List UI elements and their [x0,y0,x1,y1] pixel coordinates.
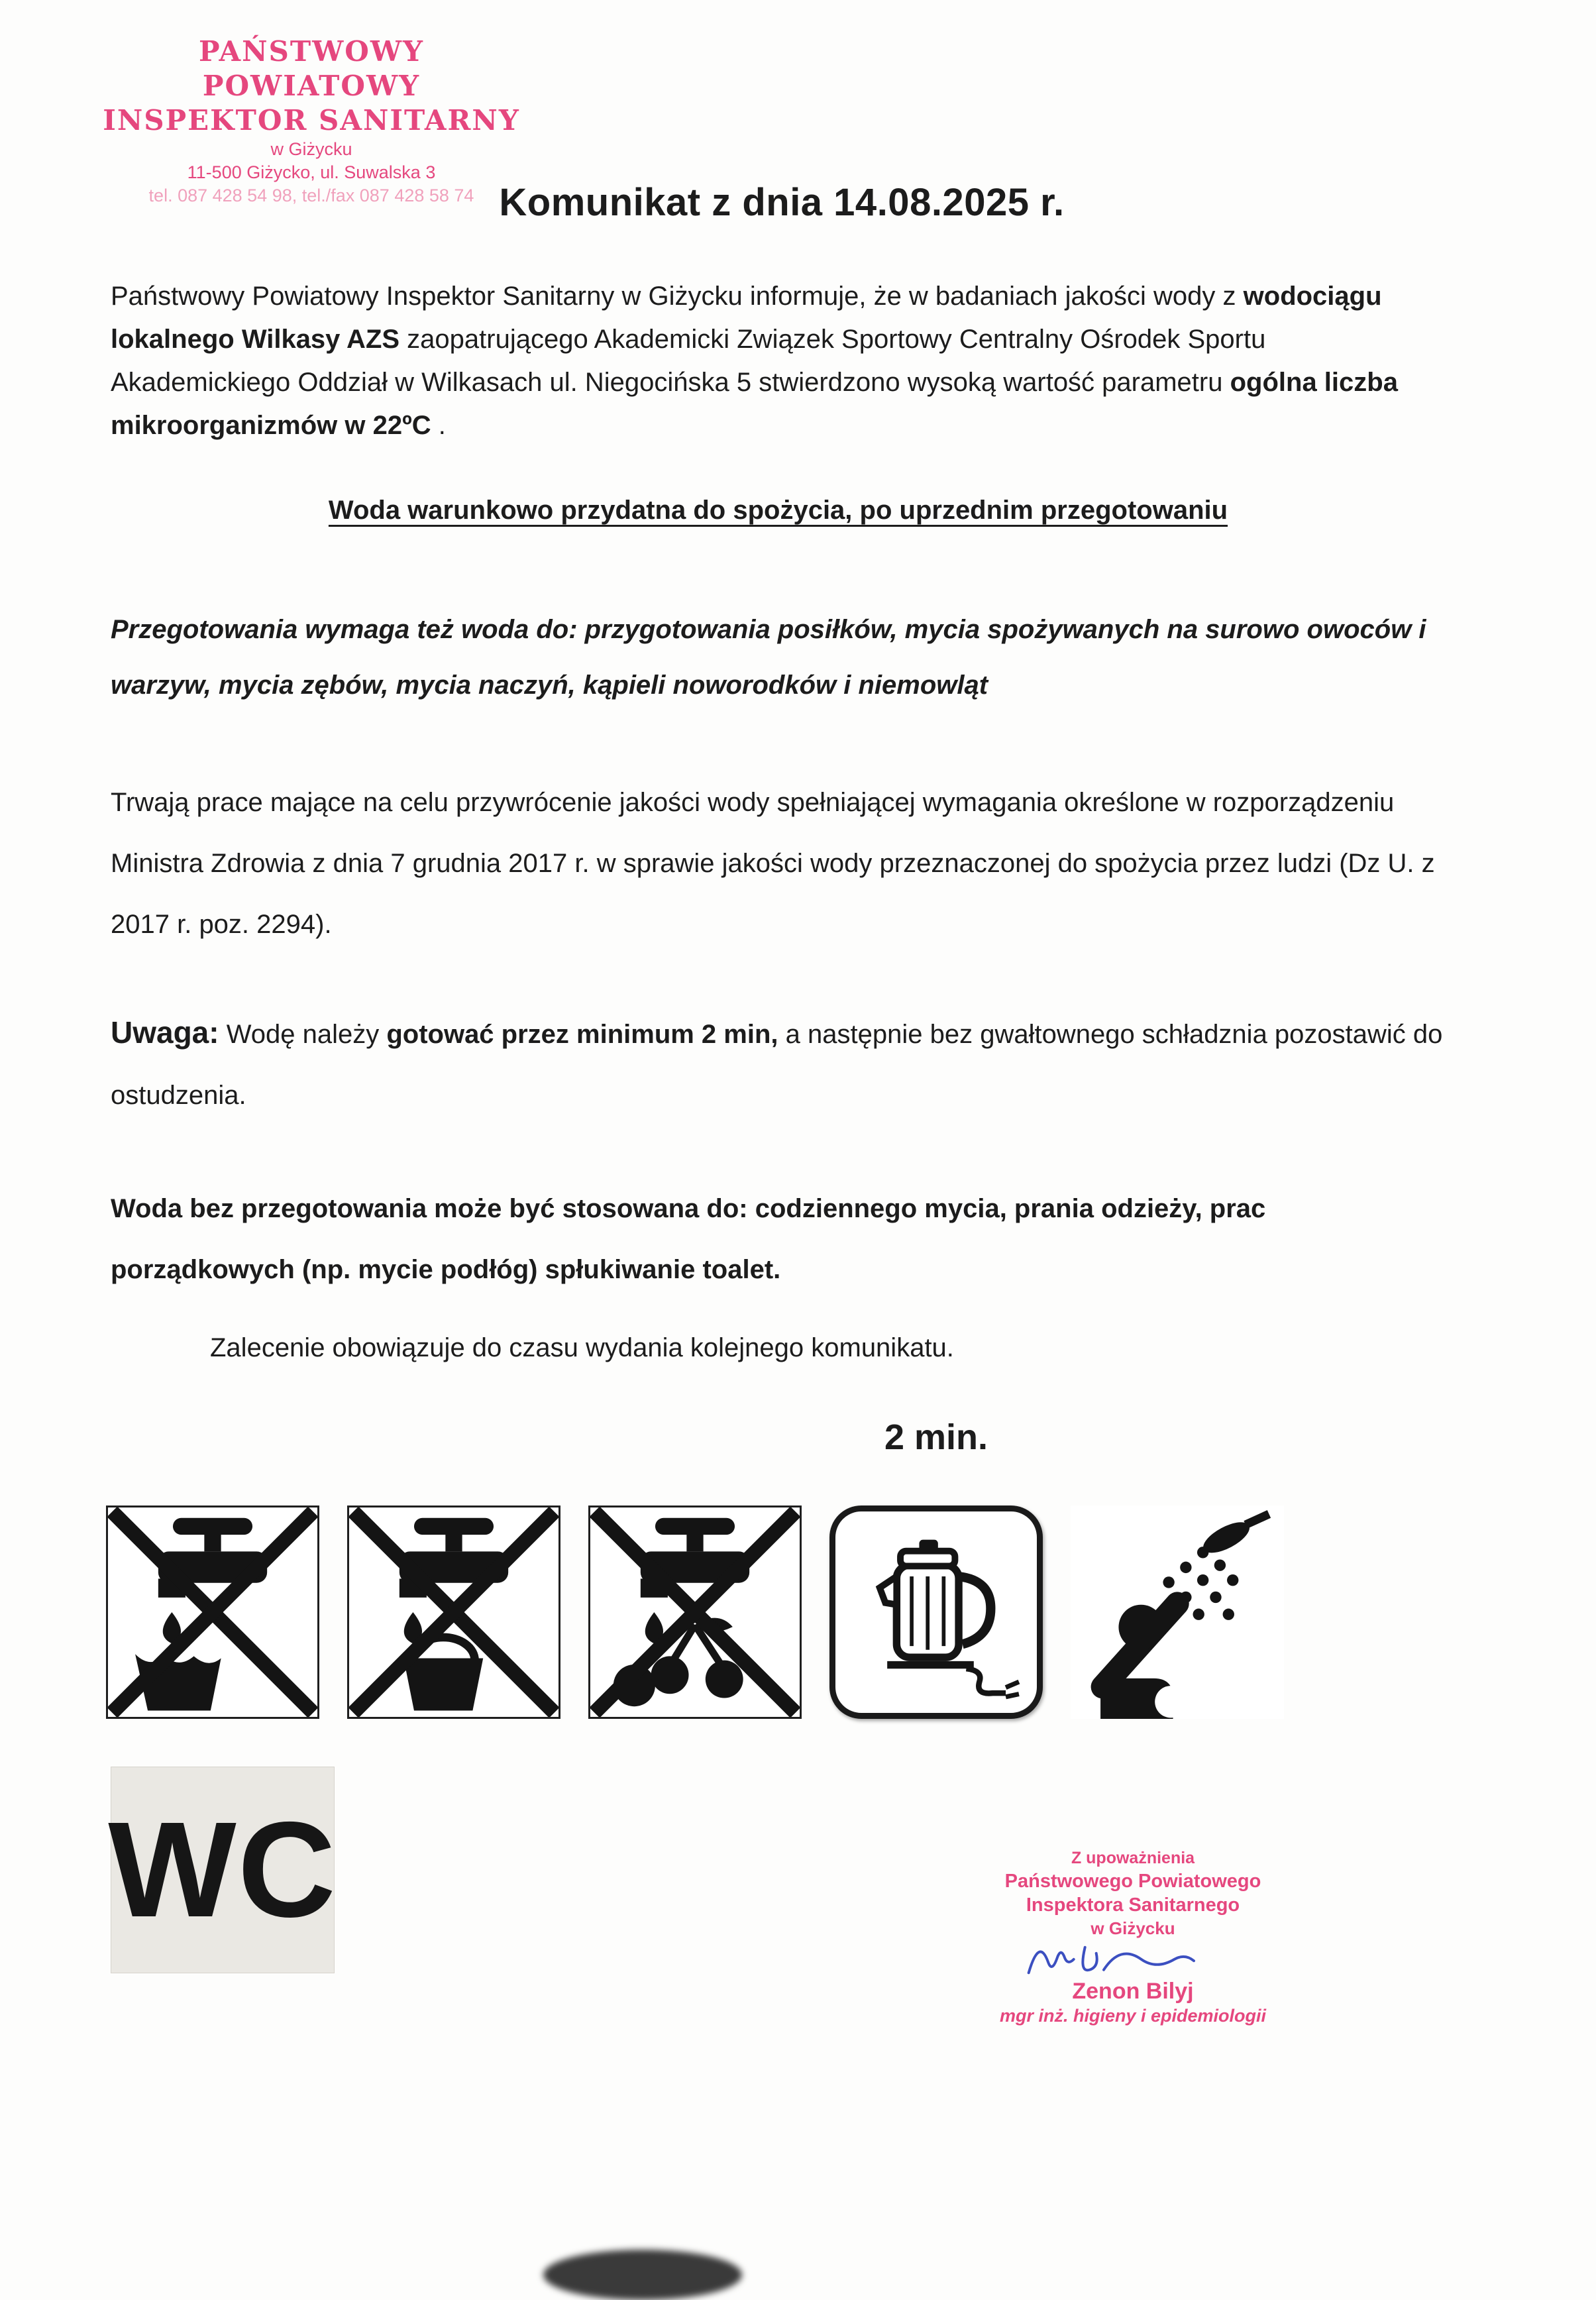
signer-title: mgr inż. higieny i epidemiologii [999,2006,1267,2026]
stamp-city-line: w Giżycku [270,139,352,159]
remediation-paragraph: Trwają prace mające na celu przywrócenie jakości wody spełniającej wymagania określone w rozporządzeniu Ministra Zdrowia z dnia 7 grudnia 2017 r. w sprawie jakości wody przeznaczonej do spożycia przez ludzi (Dz U. z 2017 r. poz. 2294). [111,788,1435,939]
no-washing-food-icon [588,1506,802,1719]
no-drinking-water-icon [106,1506,319,1719]
validity-paragraph: Zalecenie obowiązuje do czasu wydania kolejnego komunikatu. [210,1333,954,1362]
no-filling-containers-icon [347,1506,560,1719]
scan-artifact [543,2250,742,2300]
warning-paragraph: Uwaga: Wodę należy gotować przez minimum 2 min, a następnie bez gwałtownego schładznia pozostawić do ostudzenia. [111,1015,1443,1110]
stamp-phone-line: tel. 087 428 54 98, tel./fax 087 428 58 74 [148,186,474,205]
stamp-org-line: PAŃSTWOWY POWIATOWY [199,35,424,102]
kettle-boiling-icon [829,1506,1043,1719]
wc-label: WC [108,1794,337,1945]
document-title: Komunikat z dnia 14.08.2025 r. [499,181,1065,224]
stamp-org-line: Państwowego Powiatowego [1004,1871,1261,1892]
stamp-org-line: Inspektora Sanitarnego [1026,1894,1240,1916]
two-min-label: 2 min. [884,1417,988,1457]
stamp-org-line: INSPEKTOR SANITARNY [103,104,520,137]
boil-required-paragraph: Przegotowania wymaga też woda do: przygotowania posiłków, mycia spożywanych na surowo owoców i warzyw, mycia zębów, mycia naczyń, kąpieli noworodków i niemowląt [111,615,1426,700]
authorization-stamp [947,1847,1318,2027]
wc-sign [108,1767,337,1973]
non-boiled-uses-paragraph: Woda bez przegotowania może być stosowana do: codziennego mycia, prania odzieży, prac porządkowych (np. mycie podłóg) spłukiwanie toalet. [111,1194,1266,1284]
handwritten-signature [1014,1926,1239,1995]
shower-icon [1071,1506,1284,1719]
conditional-use-heading: Woda warunkowo przydatna do spożycia, po uprzednim przegotowaniu [328,496,1228,525]
signer-name: Zenon Bilyj [1072,1979,1194,2004]
stamp-authorization-line: Z upoważnienia [1071,1849,1195,1867]
intro-paragraph: Państwowy Powiatowy Inspektor Sanitarny w Giżycku informuje, że w badaniach jakości wody z wodociągu lokalnego Wilkasy AZS zaopatrującego Akademicki Związek Sportowy Centralny Ośrodek Sportu Akademickiego Oddział w Wilkasach ul. Niegocińska 5 stwierdzono wysoką wartość parametru ogólna liczba mikroorganizmów w 22ºC . [111,282,1398,440]
stamp-city-line: w Giżycku [1091,1918,1175,1938]
stamp-address-line: 11-500 Giżycko, ul. Suwalska 3 [187,162,436,182]
